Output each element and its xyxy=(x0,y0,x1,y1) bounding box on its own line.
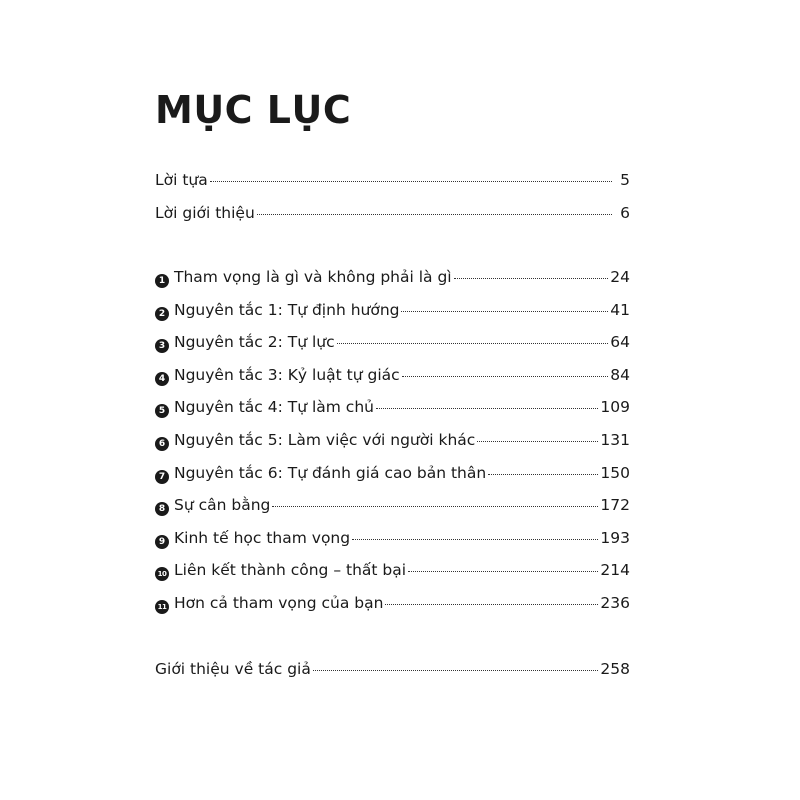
entry-label: Hơn cả tham vọng của bạn xyxy=(174,593,384,612)
chapter-number-badge: 11 xyxy=(155,600,169,614)
entry-page-number: 64 xyxy=(610,333,630,352)
chapter-number-badge: 1 xyxy=(155,274,169,288)
dot-leader xyxy=(477,441,598,442)
entry-label: Nguyên tắc 6: Tự đánh giá cao bản thân xyxy=(174,463,487,482)
dot-leader xyxy=(376,408,598,409)
dot-leader xyxy=(401,311,608,312)
chapter-number-badge: 10 xyxy=(155,567,169,581)
entry-page-number: 258 xyxy=(600,660,630,678)
toc-entry[interactable] xyxy=(155,268,630,301)
dot-leader xyxy=(257,214,612,215)
entry-label: Nguyên tắc 2: Tự lực xyxy=(174,333,335,352)
dot-leader xyxy=(488,474,598,475)
toc-entry[interactable] xyxy=(155,464,630,497)
entry-label: Lời giới thiệu xyxy=(155,203,255,222)
toc-entry[interactable] xyxy=(155,366,630,399)
entry-label: Lời tựa xyxy=(155,171,208,189)
entry-label: Nguyên tắc 5: Làm việc với người khác xyxy=(174,430,476,449)
entry-page-number: 109 xyxy=(600,398,630,417)
toc-entry[interactable] xyxy=(155,660,630,693)
entry-label: Tham vọng là gì và không phải là gì xyxy=(174,268,452,286)
entry-page-number: 193 xyxy=(600,528,630,547)
entry-page-number: 236 xyxy=(600,593,630,612)
chapter-number-badge: 9 xyxy=(155,535,169,549)
toc-entry[interactable] xyxy=(155,431,630,464)
dot-leader xyxy=(454,278,609,279)
dot-leader xyxy=(337,343,609,344)
entry-page-number: 150 xyxy=(600,463,630,482)
toc-entry[interactable] xyxy=(155,594,630,627)
dot-leader xyxy=(408,571,598,572)
toc-entry[interactable] xyxy=(155,333,630,366)
chapter-number-badge: 3 xyxy=(155,339,169,353)
toc-entry[interactable] xyxy=(155,561,630,594)
chapter-list xyxy=(155,268,630,627)
entry-page-number: 84 xyxy=(610,365,630,384)
dot-leader xyxy=(272,506,598,507)
entry-label: Liên kết thành công – thất bại xyxy=(174,561,407,580)
toc-entry[interactable] xyxy=(155,301,630,334)
dot-leader xyxy=(385,604,598,605)
dot-leader xyxy=(402,376,609,377)
dot-leader xyxy=(352,539,598,540)
entry-page-number: 214 xyxy=(600,561,630,580)
entry-page-number: 6 xyxy=(620,203,630,222)
page-title: MỤC LỤC xyxy=(155,88,352,132)
entry-page-number: 131 xyxy=(600,430,630,449)
chapter-number-badge: 5 xyxy=(155,404,169,418)
toc-page xyxy=(155,0,630,800)
chapter-number-badge: 2 xyxy=(155,307,169,321)
entry-label: Sự cân bằng xyxy=(174,496,271,515)
entry-label: Kinh tế học tham vọng xyxy=(174,528,351,547)
toc-entry[interactable] xyxy=(155,529,630,562)
entry-label: Nguyên tắc 3: Kỷ luật tự giác xyxy=(174,365,400,384)
toc-entry[interactable] xyxy=(155,204,630,237)
back-matter-list xyxy=(155,660,630,693)
toc-entry[interactable] xyxy=(155,496,630,529)
dot-leader xyxy=(313,670,599,671)
chapter-number-badge: 4 xyxy=(155,372,169,386)
entry-page-number: 172 xyxy=(600,496,630,515)
entry-label: Nguyên tắc 4: Tự làm chủ xyxy=(174,398,374,417)
front-matter-list xyxy=(155,171,630,236)
toc-entry[interactable] xyxy=(155,398,630,431)
chapter-number-badge: 8 xyxy=(155,502,169,516)
entry-page-number: 41 xyxy=(610,300,630,319)
dot-leader xyxy=(210,181,612,182)
entry-page-number: 5 xyxy=(620,171,630,189)
chapter-number-badge: 6 xyxy=(155,437,169,451)
entry-label: Nguyên tắc 1: Tự định hướng xyxy=(174,300,400,319)
toc-entry[interactable] xyxy=(155,171,630,204)
chapter-number-badge: 7 xyxy=(155,470,169,484)
entry-page-number: 24 xyxy=(610,268,630,286)
entry-label: Giới thiệu về tác giả xyxy=(155,660,311,678)
